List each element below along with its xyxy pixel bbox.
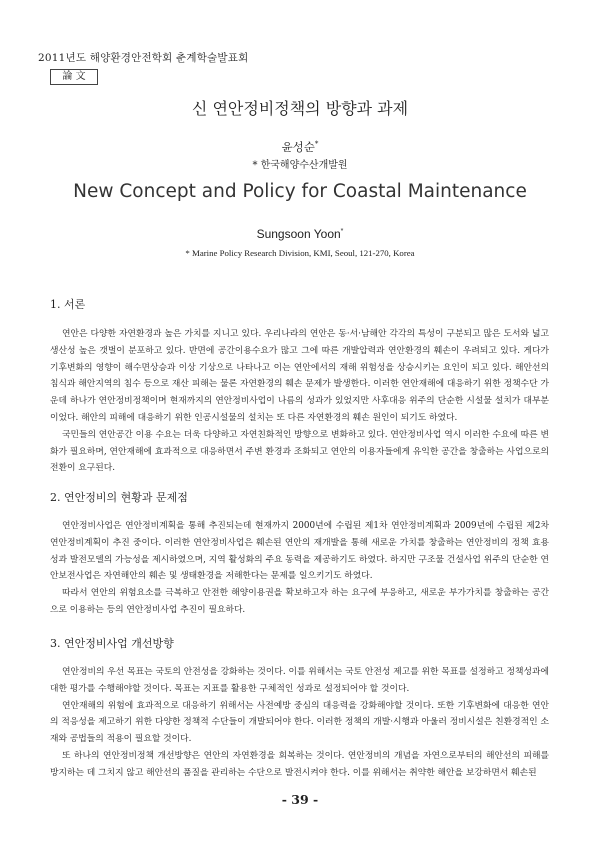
paragraph: 연안정비의 우선 목표는 국토의 안전성을 강화하는 것이다. 이를 위해서는 국토 안전성 제고를 위한 목표를 설정하고 정책성과에 대한 평가를 수행해야할 것이다. 목표는 지표를 활용한 구체적인 성과로 설정되어야 할 것이다. [50, 667, 549, 694]
paragraph: 연안정비사업은 연안정비계획을 통해 추진되는데 현재까지 2000년에 수립된 제1차 연안정비계획과 2009년에 수립된 제2차 연안정비계획이 추진 중이다. 이러한 연안정비사업은 훼손된 연안의 재개발을 통해 새로운 가치를 창출하는 연안정비의 정책 효용성과 발전모델의 가능성을 제시하였으며, 지역 활성화의 주요 동력을 제공하기도 하였다. 하지만 구조물 건설사업 위주의 단순한 연안보전사업은 자연해안의 훼손 및 생태환경을 저해한다는 문제를 일으키기도 하였다. [50, 521, 549, 582]
section-1-heading: 1. 서론 [50, 298, 86, 311]
author-mark: * [314, 140, 319, 149]
paragraph: 국민들의 연안공간 이용 수요는 더욱 다양하고 자연친화적인 방향으로 변화하고 있다. 연안정비사업 역시 이러한 수요에 따른 변화가 필요하며, 연안재해에 효과적으로 대응하면서 주변 환경과 조화되고 연안의 이용자들에게 유익한 공간을 창출하는 사업으로의 전환이 요구된다. [50, 429, 549, 474]
english-affiliation: * Marine Policy Research Division, KMI, Seoul, 121-270, Korea [185, 248, 415, 258]
paragraph: 따라서 연안의 위험요소를 극복하고 안전한 해양이용권을 확보하고자 하는 요구에 부응하고, 새로운 부가가치를 창출하는 공간으로 이용하는 등의 연안정비사업 추진이 필요하다. [50, 588, 549, 615]
author-name: 윤성순 [281, 140, 315, 154]
paragraph: 또 하나의 연안정비정책 개선방향은 연안의 자연환경을 회복하는 것이다. 연안정비의 개념을 자연으로부터의 해안선의 피해를 방지하는 데 그치지 않고 해안선의 품질을 관리하는 수단으로 발전시켜야 한다. 이를 위해서는 취약한 해안을 보강하면서 훼손된 [50, 750, 549, 778]
korean-affiliation: * 한국해양수산개발원 [252, 160, 348, 171]
page-number: - 39 - [281, 792, 319, 807]
korean-title: 신 연안정비정책의 방향과 과제 [191, 99, 409, 118]
english-author-name: Sungsoon Yoon [256, 227, 341, 241]
section-1-body [50, 326, 549, 477]
section-2-body [50, 518, 549, 619]
section-3-heading: 3. 연안정비사업 개선방향 [50, 637, 174, 650]
article-type-tag: 論 文 [50, 69, 98, 85]
english-title: New Concept and Policy for Coastal Maintenance [73, 181, 527, 202]
korean-author [0, 139, 600, 155]
section-2-heading: 2. 연안정비의 현황과 문제점 [50, 491, 188, 504]
paragraph: 연안은 다양한 자연환경과 높은 가치를 지니고 있다. 우리나라의 연안은 동·서·남해안 각각의 특성이 구분되고 많은 도서와 넓고 생산성 높은 갯벌이 분포하고 있다. 반면에 공간이용수요가 많고 그에 따른 개발압력과 연안환경의 훼손이 우려되고 있다. 게다가 기후변화의 영향이 해수면상승과 이상 기상으로 나타나고 이는 연안에서의 재해 위험성을 상승시키는 요인이 되고 있다. 해안선의 침식과 해안지역의 침수 등으로 재산 피해는 물론 자연환경의 훼손 문제가 발생한다. 이러한 연안재해에 대응하기 위한 정책수단 가운데 하나가 연안정비정책이며 현재까지의 연안정비사업이 나름의 성과가 있었지만 사후대응 위주의 단순한 시설물 설치가 대부분이었다. 해안의 피해에 대응하기 위한 인공시설물의 설치는 또 다른 자연환경의 훼손 원인이 되기도 하였다. [50, 329, 549, 423]
paragraph: 연안재해의 위험에 효과적으로 대응하기 위해서는 사전예방 중심의 대응력을 강화해야할 것이다. 또한 기후변화에 대응한 연안의 적응성을 제고하기 위한 다양한 정책적 수단들이 개발되어야 한다. 이러한 정책의 개발·시행과 아울러 정비시설은 친환경적인 소재와 공법들의 적용이 필요할 것이다. [50, 700, 549, 745]
english-author [0, 227, 600, 241]
section-3-body [50, 664, 549, 782]
conference-header: 2011년도 해양환경안전학회 춘계학술발표회 [38, 52, 249, 64]
english-author-mark: * [340, 228, 344, 235]
